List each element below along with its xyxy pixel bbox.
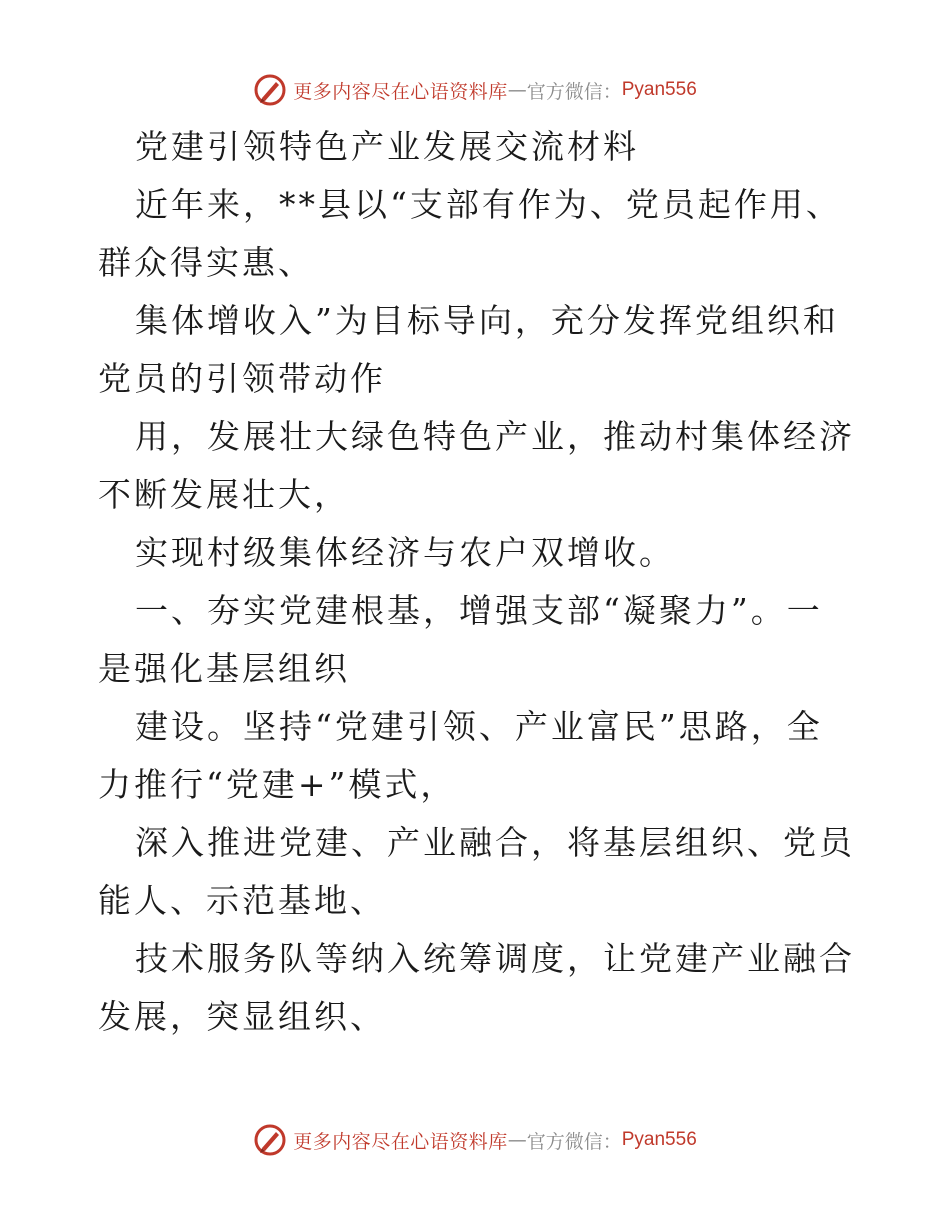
paragraph: 建设。坚持“党建引领、产业富民”思路，全力推行“党建+”模式， (98, 707, 823, 804)
pen-logo-icon (253, 1123, 287, 1157)
banner-label: 官方微信： (526, 80, 622, 103)
paragraph: 近年来，**县以“支部有作为、党员起作用、群众得实惠、 (98, 185, 842, 282)
banner-wechat-id: Pyan556 (621, 79, 697, 100)
paragraph: 实现村级集体经济与农户双增收。 (135, 533, 675, 572)
paragraph: 集体增收入”为目标导向，充分发挥党组织和党员的引领带动作 (98, 301, 839, 398)
banner-text: 更多内容尽在心语资料库 (293, 1130, 508, 1153)
banner-text: 更多内容尽在心语资料库 (293, 80, 508, 103)
banner-dash: — (507, 79, 527, 101)
banner-label: 官方微信： (526, 1130, 622, 1153)
document-body (98, 118, 858, 1046)
paragraph: 技术服务队等纳入统筹调度，让党建产业融合发展，突显组织、 (98, 939, 855, 1036)
banner-dash: — (507, 1129, 527, 1151)
paragraph: 用，发展壮大绿色特色产业，推动村集体经济不断发展壮大， (98, 417, 855, 514)
banner-wechat-id: Pyan556 (621, 1129, 697, 1150)
paragraph: 深入推进党建、产业融合，将基层组织、党员能人、示范基地、 (98, 823, 855, 920)
paragraph: 一、夯实党建根基，增强支部“凝聚力”。一是强化基层组织 (98, 591, 823, 688)
header-banner (0, 70, 950, 110)
pen-logo-icon (253, 73, 287, 107)
document-title: 党建引领特色产业发展交流材料 (135, 127, 639, 166)
footer-banner (0, 1120, 950, 1160)
